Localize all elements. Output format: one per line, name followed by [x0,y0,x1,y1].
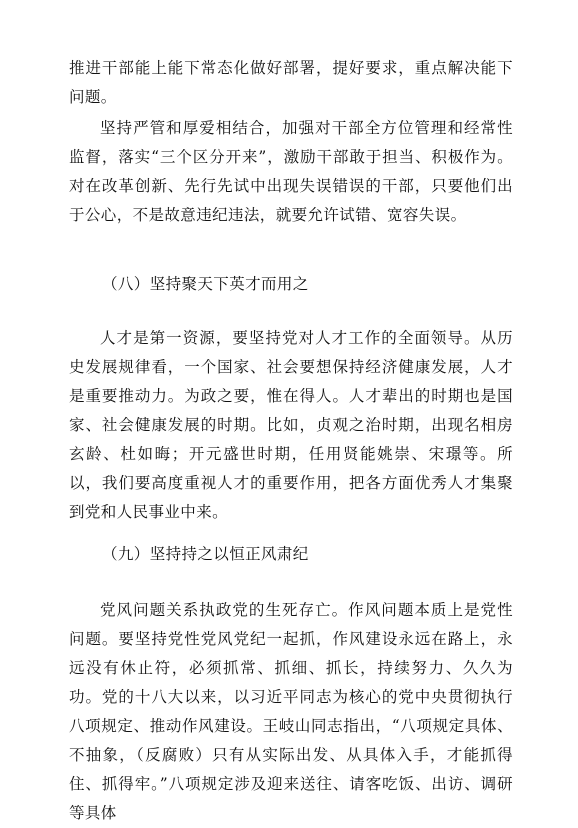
paragraph-talent: 人才是第一资源，要坚持党对人才工作的全面领导。从历史发展规律看，一个国家、社会要想保持经济健康发展，人才是重要推动力。为政之要，惟在得人。人才辈出的时期也是国家、社会健康发展的时期。比如，贞观之治时期，出现名相房玄龄、杜如晦；开元盛世时期，任用贤能姚崇、宋璟等。所以，我们要高度重视人才的重要作用，把各方面优秀人才集聚到党和人民事业中来。 [69,329,513,521]
section-heading-9: （九）坚持持之以恒正风肃纪 [102,545,309,563]
paragraph-cadre-promotion: 推进干部能上能下常态化做好部署，提好要求，重点解决能下问题。 [69,59,513,106]
paragraph-strict-management: 坚持严管和厚爱相结合，加强对干部全方位管理和经常性监督，落实“三个区分开来”，激励干部敢于担当、积极作为。对在改革创新、先行先试中出现失误错误的干部，只要他们出于公心，不是故意违纪违法，就要允许试错、宽容失误。 [69,119,513,224]
section-heading-8: （八）坚持聚天下英才而用之 [102,275,309,293]
paragraph-party-conduct: 党风问题关系执政党的生死存亡。作风问题本质上是党性问题。要坚持党性党风党纪一起抓，作风建设永远在路上，永远没有休止符，必须抓常、抓细、抓长，持续努力、久久为功。党的十八大以来，以习近平同志为核心的党中央贯彻执行八项规定、推动作风建设。王岐山同志指出，“八项规定具体、不抽象，（反腐败）只有从实际出发、从具体入手，才能抓得住、抓得牢。”八项规定涉及迎来送往、请客吃饭、出访、调研等具体 [69,601,513,822]
